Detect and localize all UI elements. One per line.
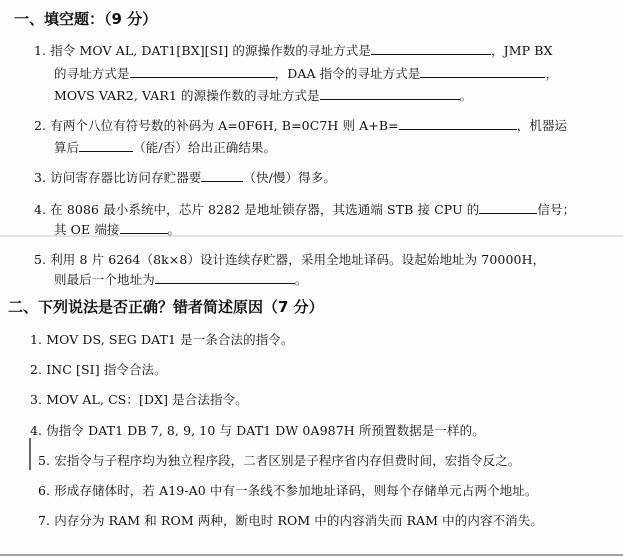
judge-item-2: 2. INC [SI] 指令合法。 [30, 362, 167, 377]
q1-line3 [54, 86, 472, 104]
q3-blank1[interactable] [201, 169, 243, 182]
q1-text-d: ，DAA 指令的寻址方式是 [274, 66, 421, 81]
q4-line1 [34, 200, 575, 218]
q1-line1 [34, 41, 552, 59]
q2-text-b: ，机器运 [516, 118, 568, 133]
section2-title: 二、下列说法是否正确？错者简述原因（7 分） [8, 298, 324, 316]
judge-item-5: 5. 宏指令与子程序均为独立程序段，二者区别是子程序省内存但费时间，宏指令反之。 [38, 453, 521, 468]
q5-blank1[interactable] [155, 271, 295, 284]
q1-line2 [54, 64, 558, 82]
judge-item-1: 1. MOV DS, SEG DAT1 是一条合法的指令。 [30, 332, 294, 347]
q1-text-c: 的寻址方式是 [54, 66, 130, 81]
judge-item-7: 7. 内存分为 RAM 和 ROM 两种，断电时 ROM 中的内容消失而 RAM 中的内容不消失。 [38, 513, 543, 528]
q2-text-a: 2. 有两个八位有符号数的补码为 A=0F6H, B=0C7H 则 A+B= [34, 118, 399, 133]
q2-line1 [34, 116, 567, 134]
q1-text-f: MOVS VAR2, VAR1 的源操作数的寻址方式是 [54, 88, 320, 103]
q4-blank2[interactable] [120, 221, 168, 234]
q1-blank2[interactable] [130, 65, 275, 78]
q3-text-b: （快/慢）得多。 [243, 170, 336, 185]
q4-line2 [54, 220, 180, 238]
q1-text-b: ，JMP BX [491, 43, 553, 58]
q1-text-a: 1. 指令 MOV AL, DAT1[BX][SI] 的源操作数的寻址方式是 [34, 43, 371, 58]
judge-item-3: 3. MOV AL, CS：[DX] 是合法指令。 [30, 392, 248, 407]
q2-text-d: （能/否）给出正确结果。 [133, 140, 277, 155]
q5-line1: 5. 利用 8 片 6264（8k×8）设计连续存贮器，采用全地址译码。设起始地址为 70000H， [34, 252, 546, 267]
q1-blank4[interactable] [320, 87, 460, 100]
q4-text-a: 4. 在 8086 最小系统中，芯片 8282 是地址锁存器，其选通端 STB 接 CPU 的 [34, 202, 480, 217]
judge-item-6: 6. 形成存储体时，若 A19-A0 中有一条线不参加地址译码，则每个存储单元占两个地址。 [38, 483, 538, 498]
q1-blank1[interactable] [371, 42, 491, 55]
q4-text-b: 信号； [537, 202, 576, 217]
q3-line1 [34, 168, 336, 186]
q4-text-d: 。 [167, 222, 181, 237]
q2-blank1[interactable] [399, 117, 517, 130]
q2-text-c: 算后 [54, 140, 80, 155]
q1-text-e: ， [545, 66, 559, 81]
q1-text-g: 。 [459, 88, 473, 103]
q2-line2 [54, 138, 276, 156]
q5-text-b: 。 [294, 272, 308, 287]
q1-blank3[interactable] [420, 65, 545, 78]
q4-blank1[interactable] [479, 201, 537, 214]
q5-text-a: 则最后一个地址为 [54, 272, 155, 287]
section1-title: 一、填空题：（9 分） [14, 10, 158, 28]
q5-line2 [54, 270, 307, 288]
judge-item-4: 4. 伪指令 DAT1 DB 7, 8, 9, 10 与 DAT1 DW 0A987H 所预置数据是一样的。 [30, 423, 485, 438]
q3-text-a: 3. 访问寄存器比访问存贮器要 [34, 170, 202, 185]
q2-blank2[interactable] [79, 139, 133, 152]
q4-text-c: 其 OE 端接 [54, 222, 120, 237]
